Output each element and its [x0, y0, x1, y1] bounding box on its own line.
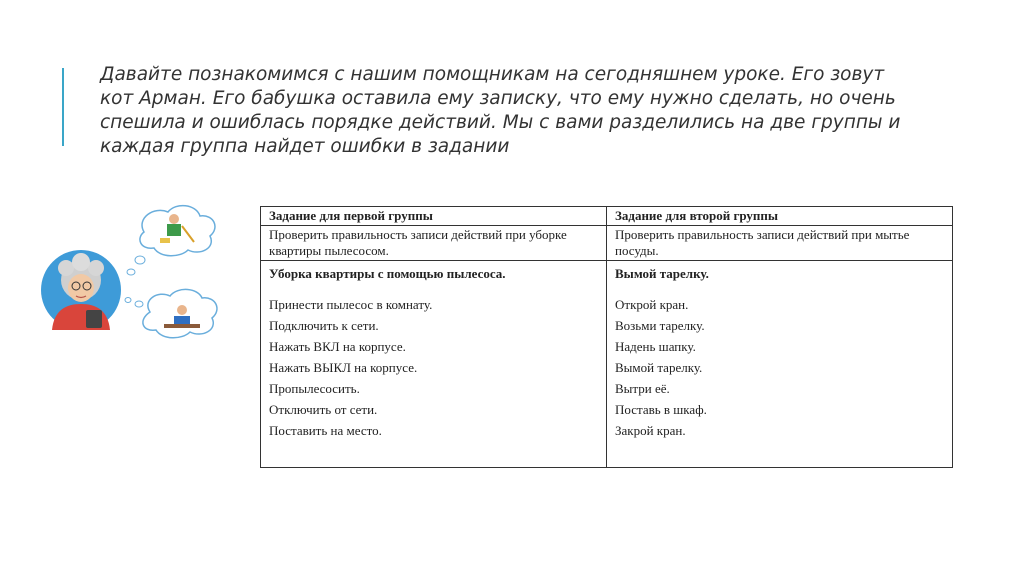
group2-step: Открой кран.: [615, 297, 689, 312]
accent-bar: [62, 68, 64, 146]
group1-step: Подключить к сети.: [269, 318, 379, 333]
intro-text: Давайте познакомимся с нашим помощникам на сегодняшнем уроке. Его зовут кот Арман. Его бабушка оставила ему записку, что ему нужно сделать, но очень спешила и ошиблась порядке действий. Мы с вами разделились на две группы и каждая группа найдет ошибки в задании: [100, 64, 901, 157]
group2-cell: [607, 261, 953, 468]
group2-task-title: Вымой тарелку.: [615, 266, 709, 281]
group2-step: Поставь в шкаф.: [615, 402, 707, 417]
group1-task-title: Уборка квартиры с помощью пылесоса.: [269, 266, 506, 281]
group1-step: Нажать ВКЛ на корпусе.: [269, 339, 406, 354]
group1-header: Задание для первой группы: [261, 207, 607, 226]
group2-step: Вымой тарелку.: [615, 360, 703, 375]
group1-step: Принести пылесос в комнату.: [269, 297, 433, 312]
thought-cloud-cleaning: [140, 206, 215, 256]
table-description-row: [261, 226, 953, 261]
thought-cloud-dishes: [143, 289, 217, 337]
group1-step: Пропылесосить.: [269, 381, 360, 396]
group2-step: Закрой кран.: [615, 423, 686, 438]
group1-step: Нажать ВЫКЛ на корпусе.: [269, 360, 418, 375]
group1-step: Поставить на место.: [269, 423, 382, 438]
group2-step: Вытри её.: [615, 381, 670, 396]
grandma-illustration: [36, 200, 236, 350]
group1-step: Отключить от сети.: [269, 402, 378, 417]
group2-step: Надень шапку.: [615, 339, 696, 354]
tasks-table: [260, 206, 953, 468]
group2-step: Возьми тарелку.: [615, 318, 705, 333]
group2-header: Задание для второй группы: [607, 207, 953, 226]
grandma-figure: [41, 250, 121, 330]
group1-description: Проверить правильность записи действий при уборке квартиры пылесосом.: [261, 226, 607, 261]
table-header-row: [261, 207, 953, 226]
table-body-row: [261, 261, 953, 468]
group1-cell: [261, 261, 607, 468]
group2-description: Проверить правильность записи действий при мытье посуды.: [607, 226, 953, 261]
